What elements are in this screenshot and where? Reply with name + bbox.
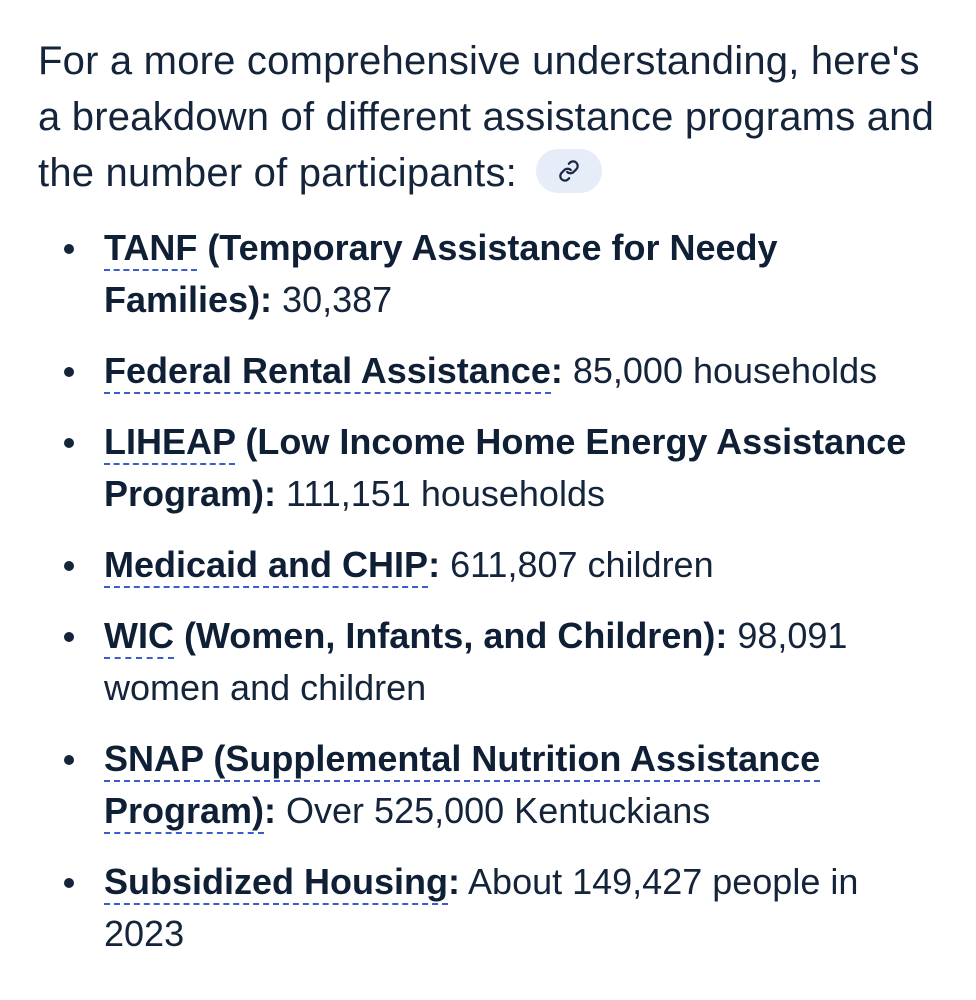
program-term <box>104 615 727 659</box>
program-value: 98,091 women and children <box>104 615 848 708</box>
program-term-rest: (Low Income Home Energy Assistance Program): <box>104 421 907 514</box>
program-term <box>104 227 778 320</box>
list-item-snap <box>0 733 976 837</box>
program-term-rest: (Temporary Assistance for Needy Families): <box>104 227 778 320</box>
program-value: 30,387 <box>272 279 393 320</box>
program-term-rest: : <box>428 544 441 585</box>
intro-text: For a more comprehensive understanding, here's a breakdown of different assistance programs and the number of participants: <box>38 39 935 195</box>
program-link-medicaid-chip[interactable]: Medicaid and CHIP <box>104 544 428 588</box>
list-item-medicaid-chip <box>0 539 976 591</box>
program-link-federal-rental-assistance[interactable]: Federal Rental Assistance <box>104 350 551 394</box>
program-term-rest: : <box>448 861 461 902</box>
list-item-federal-rental-assistance <box>0 345 976 397</box>
program-value: 85,000 households <box>562 350 878 391</box>
program-link-wic[interactable]: WIC <box>104 615 174 659</box>
link-icon <box>558 160 580 182</box>
list-item-liheap <box>0 416 976 520</box>
list-item-subsidized-housing <box>0 856 976 960</box>
program-value: Over 525,000 Kentuckians <box>276 790 711 831</box>
program-term <box>104 544 440 588</box>
program-term <box>104 350 563 394</box>
program-link-tanf[interactable]: TANF <box>104 227 197 271</box>
program-value: 111,151 households <box>276 473 605 514</box>
program-value: 611,807 children <box>440 544 714 585</box>
list-item-tanf <box>0 222 976 326</box>
program-link-snap[interactable]: SNAP (Supplemental Nutrition Assistance Program) <box>104 738 820 834</box>
program-value: About 149,427 people in 2023 <box>104 861 859 954</box>
intro-paragraph <box>38 33 938 201</box>
program-term-rest: : <box>264 790 277 831</box>
program-link-liheap[interactable]: LIHEAP <box>104 421 235 465</box>
program-term-rest: (Women, Infants, and Children): <box>173 615 728 656</box>
program-term-rest: : <box>550 350 563 391</box>
program-term <box>104 861 460 905</box>
programs-list <box>0 222 976 979</box>
program-link-subsidized-housing[interactable]: Subsidized Housing <box>104 861 448 905</box>
list-item-wic <box>0 610 976 714</box>
copy-link-button[interactable] <box>536 149 602 193</box>
